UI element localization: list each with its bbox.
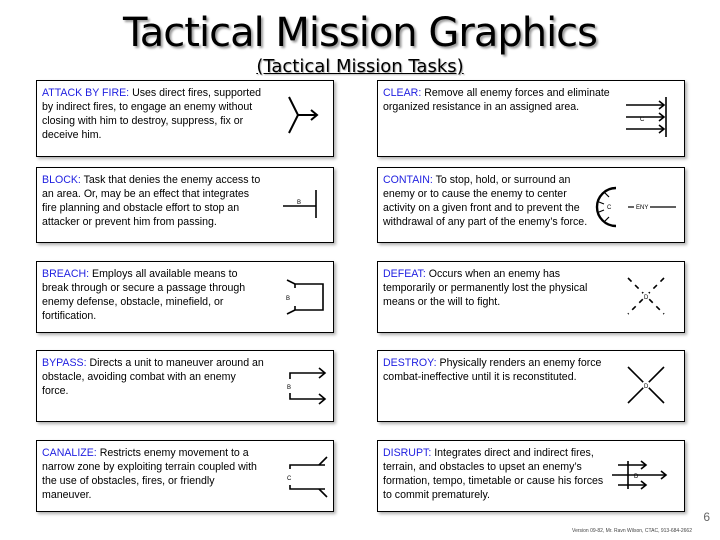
task-term: CONTAIN: <box>383 174 433 186</box>
bypass-symbol-label: B <box>287 385 292 391</box>
task-card-block <box>36 167 334 243</box>
task-text: Integrates direct and indirect fires, terrain, and obstacles to upset an enemy’s formation, tempo, timetable or cause his forces to commit prematurely. <box>383 447 604 501</box>
task-text: Task that denies the enemy access to an area. Or, may be an effect that integrates fire planning and obstacle effort to stop an attacker or prevent him from passing. <box>42 174 261 228</box>
task-card-disrupt <box>377 440 685 512</box>
task-description <box>383 267 603 309</box>
task-card-breach <box>36 261 334 333</box>
breach-symbol <box>285 276 331 316</box>
task-description <box>42 446 264 502</box>
task-term: CLEAR: <box>383 87 422 99</box>
disrupt-symbol-label: D <box>634 474 639 480</box>
task-term: CANALIZE: <box>42 447 97 459</box>
task-term: ATTACK BY FIRE: <box>42 87 130 99</box>
task-description <box>42 267 264 323</box>
task-description <box>42 356 264 398</box>
task-card-clear <box>377 80 685 157</box>
defeat-symbol <box>624 274 668 318</box>
task-term: DISRUPT: <box>383 447 432 459</box>
block-symbol-label: B <box>297 200 302 206</box>
task-card-destroy <box>377 350 685 422</box>
breach-symbol-label: B <box>286 296 291 302</box>
task-term: BREACH: <box>42 268 90 280</box>
task-term: BLOCK: <box>42 174 81 186</box>
task-description <box>383 173 593 229</box>
contain-symbol-label: C <box>607 205 612 211</box>
task-text: Occurs when an enemy has temporarily or permanently lost the physical means or the will to fight. <box>383 268 588 308</box>
defeat-symbol-label: D <box>644 295 649 301</box>
canalize-symbol <box>285 455 333 499</box>
task-text: Restricts enemy movement to a narrow zone by exploiting terrain coupled with the use of obstacles, fires, or friendly maneuver. <box>42 447 257 501</box>
task-card-contain <box>377 167 685 243</box>
task-text: To stop, hold, or surround an enemy or to cause the enemy to center activity on a given front and to prevent the withdrawal of any part of the enemy’s force. <box>383 174 588 228</box>
task-description <box>383 86 611 114</box>
clear-symbol-label: C <box>640 117 645 123</box>
contain-enemy-label: ENY <box>636 205 649 211</box>
task-term: DESTROY: <box>383 357 437 369</box>
task-description <box>383 356 609 384</box>
bypass-symbol <box>285 365 331 407</box>
destroy-symbol-label: D <box>644 384 649 390</box>
page-subtitle: (Tactical Mission Tasks) <box>256 56 464 77</box>
attack-by-fire-symbol <box>287 95 327 139</box>
clear-symbol <box>624 95 670 139</box>
task-term: DEFEAT: <box>383 268 426 280</box>
block-symbol <box>281 188 325 220</box>
task-description <box>42 86 262 142</box>
task-card-attack-by-fire <box>36 80 334 157</box>
task-text: Directs a unit to maneuver around an obstacle, avoiding combat with an enemy force. <box>42 357 264 397</box>
task-text: Uses direct fires, supported by indirect fires, to engage an enemy without closing with him to destroy, suppress, fix or deceive him. <box>42 87 262 141</box>
footer-note: Version 09-82, Mr. Ravn Wilson, CTAC, 913-684-2662 <box>572 528 692 534</box>
disrupt-symbol <box>610 457 670 493</box>
task-description <box>42 173 262 229</box>
canalize-symbol-label: C <box>287 476 292 482</box>
contain-symbol <box>594 186 678 230</box>
page-title: Tactical Mission Graphics <box>122 10 598 56</box>
task-term: BYPASS: <box>42 357 87 369</box>
task-card-defeat <box>377 261 685 333</box>
task-text: Remove all enemy forces and eliminate organized resistance in an assigned area. <box>383 87 610 113</box>
page-number: 6 <box>703 510 710 524</box>
task-description <box>383 446 609 502</box>
task-text: Employs all available means to break through or secure a passage through enemy defense, obstacle, minefield, or fortification. <box>42 268 246 322</box>
task-card-canalize <box>36 440 334 512</box>
task-text: Physically renders an enemy force combat-ineffective until it is reconstituted. <box>383 357 602 383</box>
destroy-symbol <box>624 363 668 407</box>
task-card-bypass <box>36 350 334 422</box>
